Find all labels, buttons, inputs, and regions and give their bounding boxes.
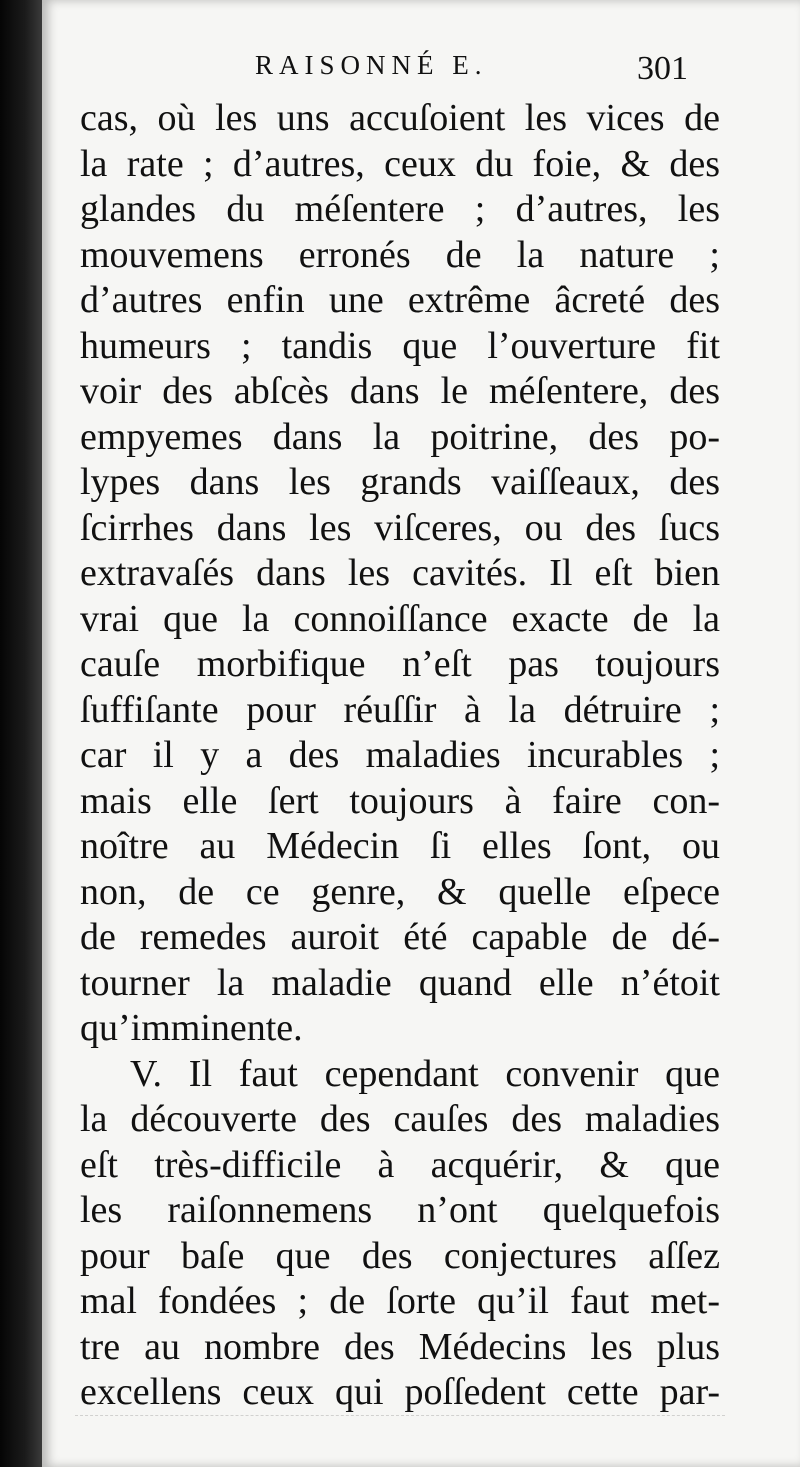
text-line: mouvemens erronés de la nature ; (80, 233, 720, 276)
text-line: tre au nombre des Médecins les plus (80, 1325, 720, 1368)
text-line: vrai que la connoiſſance exacte de la (80, 597, 720, 640)
text-line: d’autres enfin une extrême âcreté des (80, 279, 720, 321)
text-line: lypes dans les grands vaiſſeaux, des (80, 461, 720, 503)
text-line: excellens ceux qui poſſedent cette par- (80, 1371, 720, 1413)
text-line-paragraph-end: qu’imminente. (80, 1007, 303, 1049)
text-line: la rate ; d’autres, ceux du foie, & des (80, 142, 720, 185)
text-line-paragraph-start: V. Il faut cependant convenir que (130, 1052, 720, 1095)
text-line: humeurs ; tandis que l’ouverture fit (80, 324, 720, 367)
text-line: ſcirrhes dans les viſceres, ou des ſucs (80, 506, 720, 549)
text-line: voir des abſcès dans le méſentere, des (80, 370, 720, 412)
bleed-through-area (75, 1415, 725, 1456)
text-line: non, de ce genre, & quelle eſpece (80, 870, 720, 913)
page-gutter-shadow (0, 0, 42, 1467)
text-line: eſt très-difficile à acquérir, & que (80, 1143, 720, 1186)
text-line: cas, où les uns accuſoient les vices de (80, 97, 720, 139)
text-line: glandes du méſentere ; d’autres, les (80, 188, 720, 230)
text-line: la découverte des cauſes des maladies (80, 1098, 720, 1140)
text-line: tourner la maladie quand elle n’étoit (80, 961, 720, 1004)
text-line: pour baſe que des conjectures aſſez (80, 1234, 720, 1277)
text-line: ſuffiſante pour réuſſir à la détruire ; (80, 688, 720, 731)
text-line: cauſe morbifique n’eſt pas toujours (80, 643, 720, 685)
text-line: empyemes dans la poitrine, des po- (80, 415, 720, 458)
running-head-title: RAISONNÉ E. (255, 50, 488, 80)
running-head (0, 50, 800, 100)
body-text (80, 96, 720, 1416)
text-line: mal fondées ; de ſorte qu’il faut met- (80, 1280, 720, 1322)
text-line: les raiſonnemens n’ont quelquefois (80, 1189, 720, 1231)
text-line: car il y a des maladies incurables ; (80, 734, 720, 776)
text-line: noître au Médecin ſi elles ſont, ou (80, 825, 720, 867)
text-line: extravaſés dans les cavités. Il eſt bien (80, 552, 720, 594)
text-line: de remedes auroit été capable de dé- (80, 916, 720, 958)
text-line: mais elle ſert toujours à faire con- (80, 779, 720, 822)
page-number: 301 (637, 50, 688, 87)
